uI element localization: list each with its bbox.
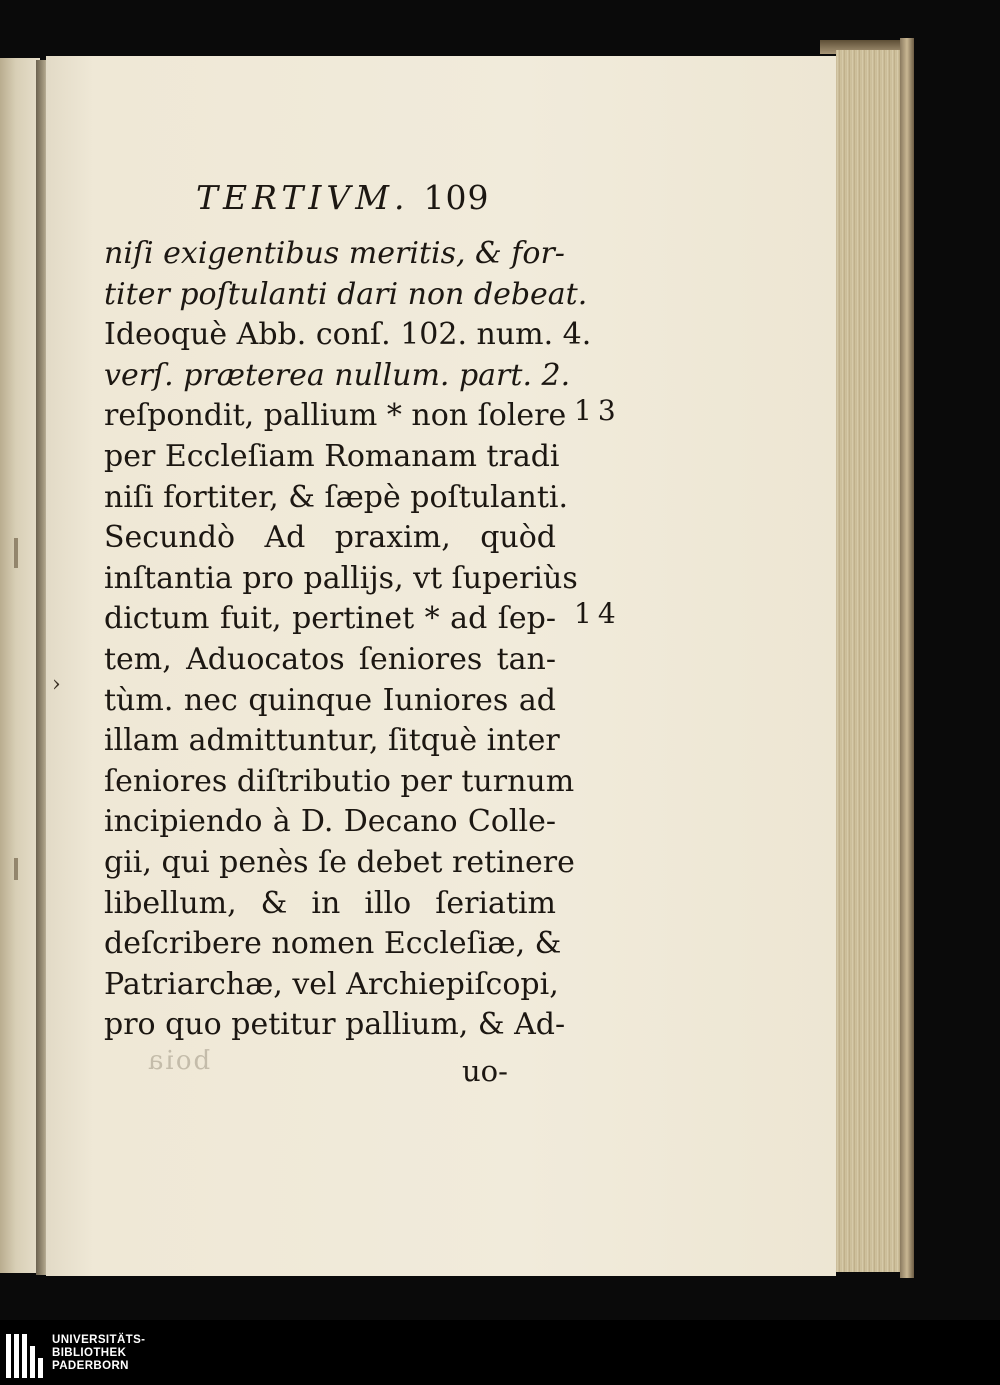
text-line: titer poſtulanti dari non debeat. [104, 276, 588, 312]
text-line: Secundò Ad praxim, quòd [104, 520, 556, 556]
text-line: niſi exigentibus meritis, & for- [104, 236, 565, 271]
folio-number: 109 [423, 178, 490, 217]
catchword: uo- [462, 1054, 508, 1088]
library-logo-icon [6, 1334, 46, 1378]
text-line: deſcribere nomen Eccleſiæ, & [104, 926, 562, 962]
text-line: Ideoquè Abb. conſ. 102. num. 4. [104, 317, 592, 353]
text-line: verſ. præterea nullum. part. 2. [104, 357, 571, 393]
book-board [900, 38, 914, 1278]
text-line: pro quo petitur pallium, & Ad- [104, 1007, 566, 1043]
left-page-edge [0, 58, 40, 1273]
text-line: dictum fuit, pertinet * ad ſep- [104, 601, 556, 637]
margin-number: 14 [574, 597, 622, 631]
fore-edge [836, 50, 908, 1272]
text-line: incipiendo à D. Decano Colle- [104, 804, 556, 840]
text-line: inſtantia pro pallijs, vt ſuperiùs [104, 560, 578, 596]
text-line: Patriarchæ, vel Archiepiſcopi, [104, 966, 559, 1002]
logo-line-2: BIBLIOTHEK [52, 1347, 127, 1359]
text-line: ſeniores diſtributio per turnum [104, 763, 575, 799]
text-line: tem, Aduocatos ſeniores tan- [104, 642, 556, 677]
text-line: gii, qui penès ſe debet retinere [104, 845, 575, 880]
text-line: libellum, & in illo ſeriatim [104, 885, 556, 921]
library-logo-text [52, 1334, 145, 1373]
logo-line-1: UNIVERSITÄTS- [52, 1334, 146, 1346]
running-header [196, 178, 490, 217]
logo-line-3: PADERBORN [52, 1360, 129, 1372]
footer-bar [0, 1320, 1000, 1385]
header-title: TERTIVM. [196, 178, 410, 217]
text-line: reſpondit, pallium * non ſolere [104, 398, 567, 434]
text-line: niſi fortiter, & ſæpè poſtulanti. [104, 479, 569, 515]
text-line: illam admittuntur, ſitquè inter [104, 723, 560, 759]
text-line: tùm. nec quinque Iuniores ad [104, 682, 556, 718]
margin-number: 13 [574, 394, 622, 428]
text-line: per Eccleſiam Romanam tradi [104, 439, 560, 474]
margin-tick: › [52, 672, 61, 697]
bleed-through-text: boia [146, 1046, 211, 1076]
